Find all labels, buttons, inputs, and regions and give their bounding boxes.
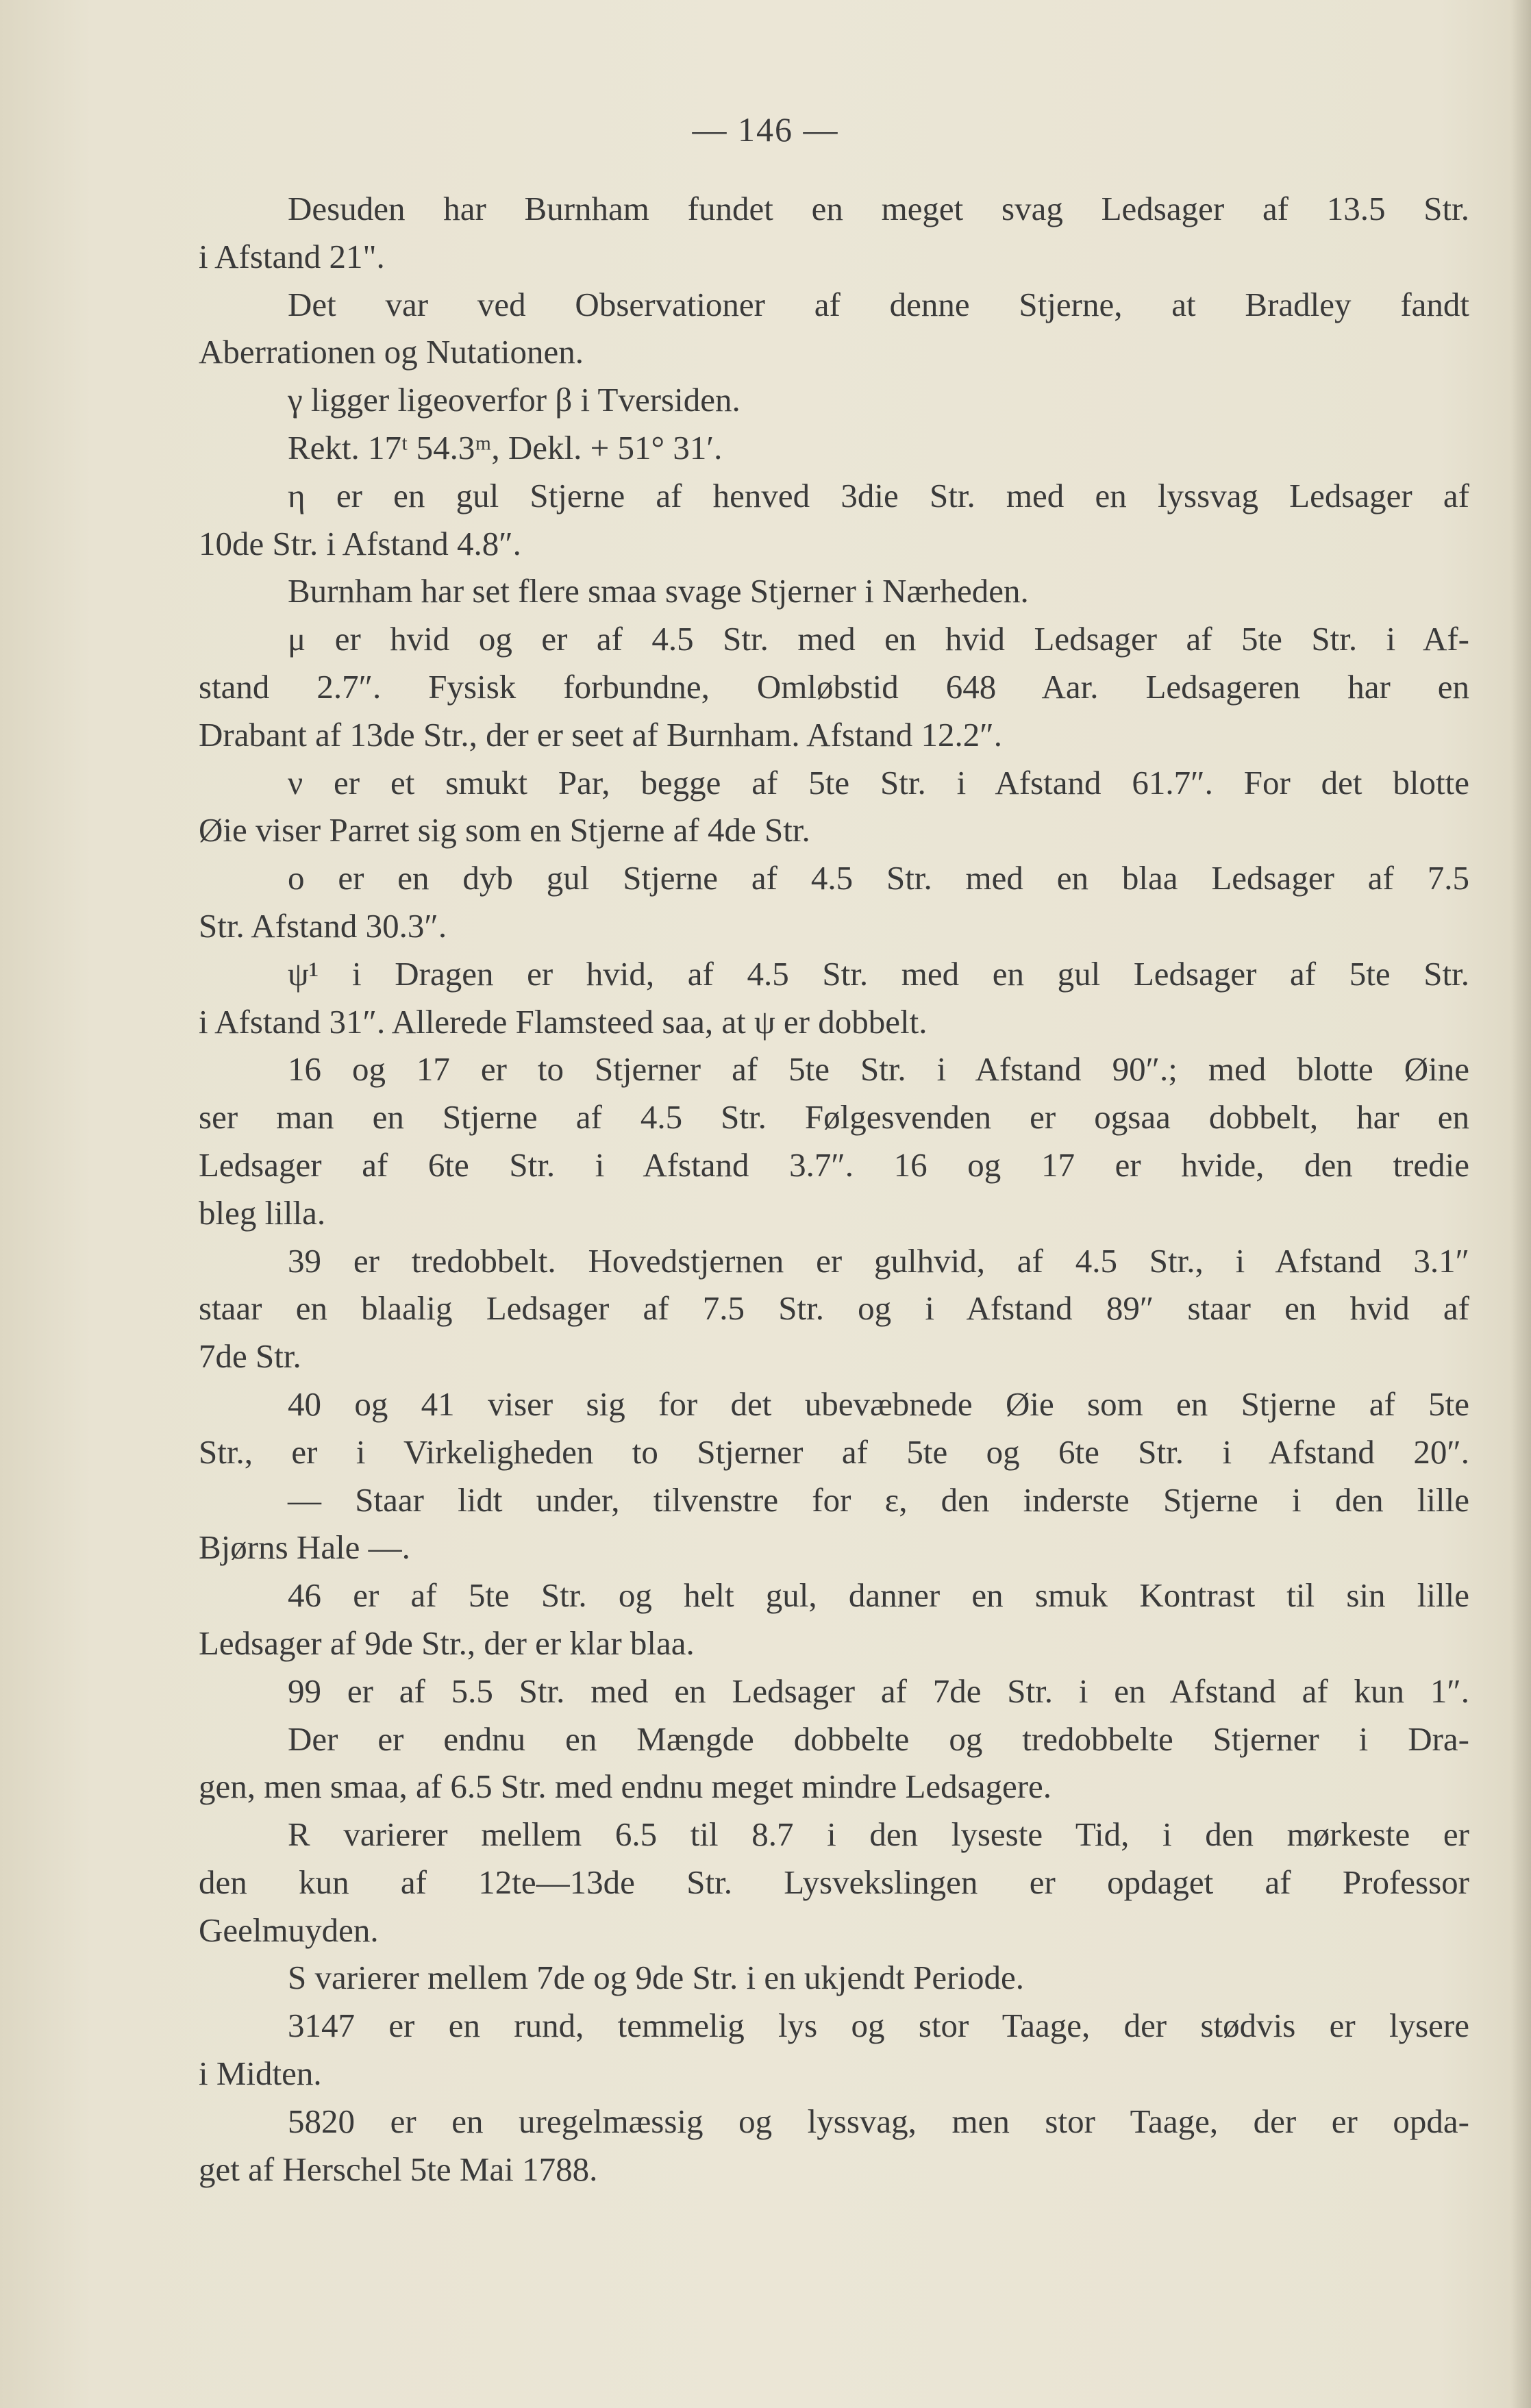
text-line: γ ligger ligeoverfor β i Tversiden. (288, 381, 740, 419)
text-line: 40 og 41 viser sig for det ubevæbnede Øie som en Stjerne af 5te (288, 1385, 1469, 1423)
text-line: o er en dyb gul Stjerne af 4.5 Str. med en blaa Ledsager af 7.5 (288, 859, 1469, 897)
text-line: gen, men smaa, af 6.5 Str. med endnu meget mindre Ledsagere. (199, 1767, 1052, 1806)
text-line: 7de Str. (199, 1337, 301, 1376)
text-line: i Afstand 21". (199, 237, 385, 275)
page-edge-shadow (1510, 0, 1531, 2408)
text-line: 5820 er en uregelmæssig og lyssvag, men stor Taage, der er opda- (288, 2102, 1469, 2140)
text-line: 10de Str. i Afstand 4.8″. (199, 524, 521, 562)
text-line: Desuden har Burnham fundet en meget svag Ledsager af 13.5 Str. (288, 190, 1469, 227)
text-line: 39 er tredobbelt. Hovedstjernen er gulhvid, af 4.5 Str., i Afstand 3.1″ (288, 1241, 1469, 1280)
text-line: bleg lilla. (199, 1193, 326, 1232)
text-line: 99 er af 5.5 Str. med en Ledsager af 7de Str. i en Afstand af kun 1″. (288, 1672, 1469, 1710)
text-line: Øie viser Parret sig som en Stjerne af 4de Str. (199, 811, 810, 849)
text-line: ser man en Stjerne af 4.5 Str. Følgesvenden er ogsaa dobbelt, har en (199, 1098, 1469, 1137)
text-line: Geelmuyden. (199, 1911, 379, 1949)
text-line: Bjørns Hale —. (199, 1528, 410, 1567)
text-line: Drabant af 13de Str., der er seet af Burnham. Afstand 12.2″. (199, 715, 1002, 754)
text-line: get af Herschel 5te Mai 1788. (199, 2150, 598, 2188)
text-line: Ledsager af 9de Str., der er klar blaa. (199, 1624, 695, 1662)
text-line: 46 er af 5te Str. og helt gul, danner en smuk Kontrast til sin lille (288, 1576, 1469, 1615)
text-line: ν er et smukt Par, begge af 5te Str. i Afstand 61.7″. For det blotte (288, 763, 1469, 802)
text-line: η er en gul Stjerne af henved 3die Str. med en lyssvag Ledsager af (288, 476, 1469, 514)
text-line: i Afstand 31″. Allerede Flamsteed saa, at ψ er dobbelt. (199, 1002, 928, 1041)
text-line: Str. Afstand 30.3″. (199, 906, 447, 945)
text-line: R varierer mellem 6.5 til 8.7 i den lyseste Tid, i den mørkeste er (288, 1815, 1469, 1854)
text-line: Rekt. 17ᵗ 54.3ᵐ, Dekl. + 51° 31′. (288, 428, 723, 467)
text-line: — Staar lidt under, tilvenstre for ε, den inderste Stjerne i den lille (288, 1480, 1469, 1519)
text-line: 3147 er en rund, temmelig lys og stor Taage, der stødvis er lysere (288, 2007, 1469, 2045)
page-number: — 146 — (692, 110, 839, 149)
text-line: μ er hvid og er af 4.5 Str. med en hvid Ledsager af 5te Str. i Af- (288, 620, 1469, 658)
text-line: Ledsager af 6te Str. i Afstand 3.7″. 16 og 17 er hvide, den tredie (199, 1145, 1469, 1184)
text-line: Aberrationen og Nutationen. (199, 333, 584, 371)
text-line: S varierer mellem 7de og 9de Str. i en ukjendt Periode. (288, 1959, 1025, 1997)
text-line: staar en blaalig Ledsager af 7.5 Str. og i Afstand 89″ staar en hvid af (199, 1289, 1469, 1328)
text-line: Burnham har set flere smaa svage Stjerner i Nærheden. (288, 572, 1029, 610)
text-line: stand 2.7″. Fysisk forbundne, Omløbstid 648 Aar. Ledsageren har en (199, 667, 1469, 706)
text-line: Str., er i Virkeligheden to Stjerner af 5te og 6te Str. i Afstand 20″. (199, 1432, 1469, 1471)
text-line: ψ¹ i Dragen er hvid, af 4.5 Str. med en gul Ledsager af 5te Str. (288, 954, 1469, 993)
text-line: i Midten. (199, 2055, 322, 2093)
text-line: den kun af 12te—13de Str. Lysvekslingen er opdaget af Professor (199, 1863, 1469, 1901)
text-line: Det var ved Observationer af denne Stjerne, at Bradley fandt (288, 285, 1469, 323)
body-text (199, 185, 1469, 2193)
text-line: Der er endnu en Mængde dobbelte og tredobbelte Stjerner i Dra- (288, 1720, 1469, 1758)
text-line: 16 og 17 er to Stjerner af 5te Str. i Afstand 90″.; med blotte Øine (288, 1050, 1469, 1089)
